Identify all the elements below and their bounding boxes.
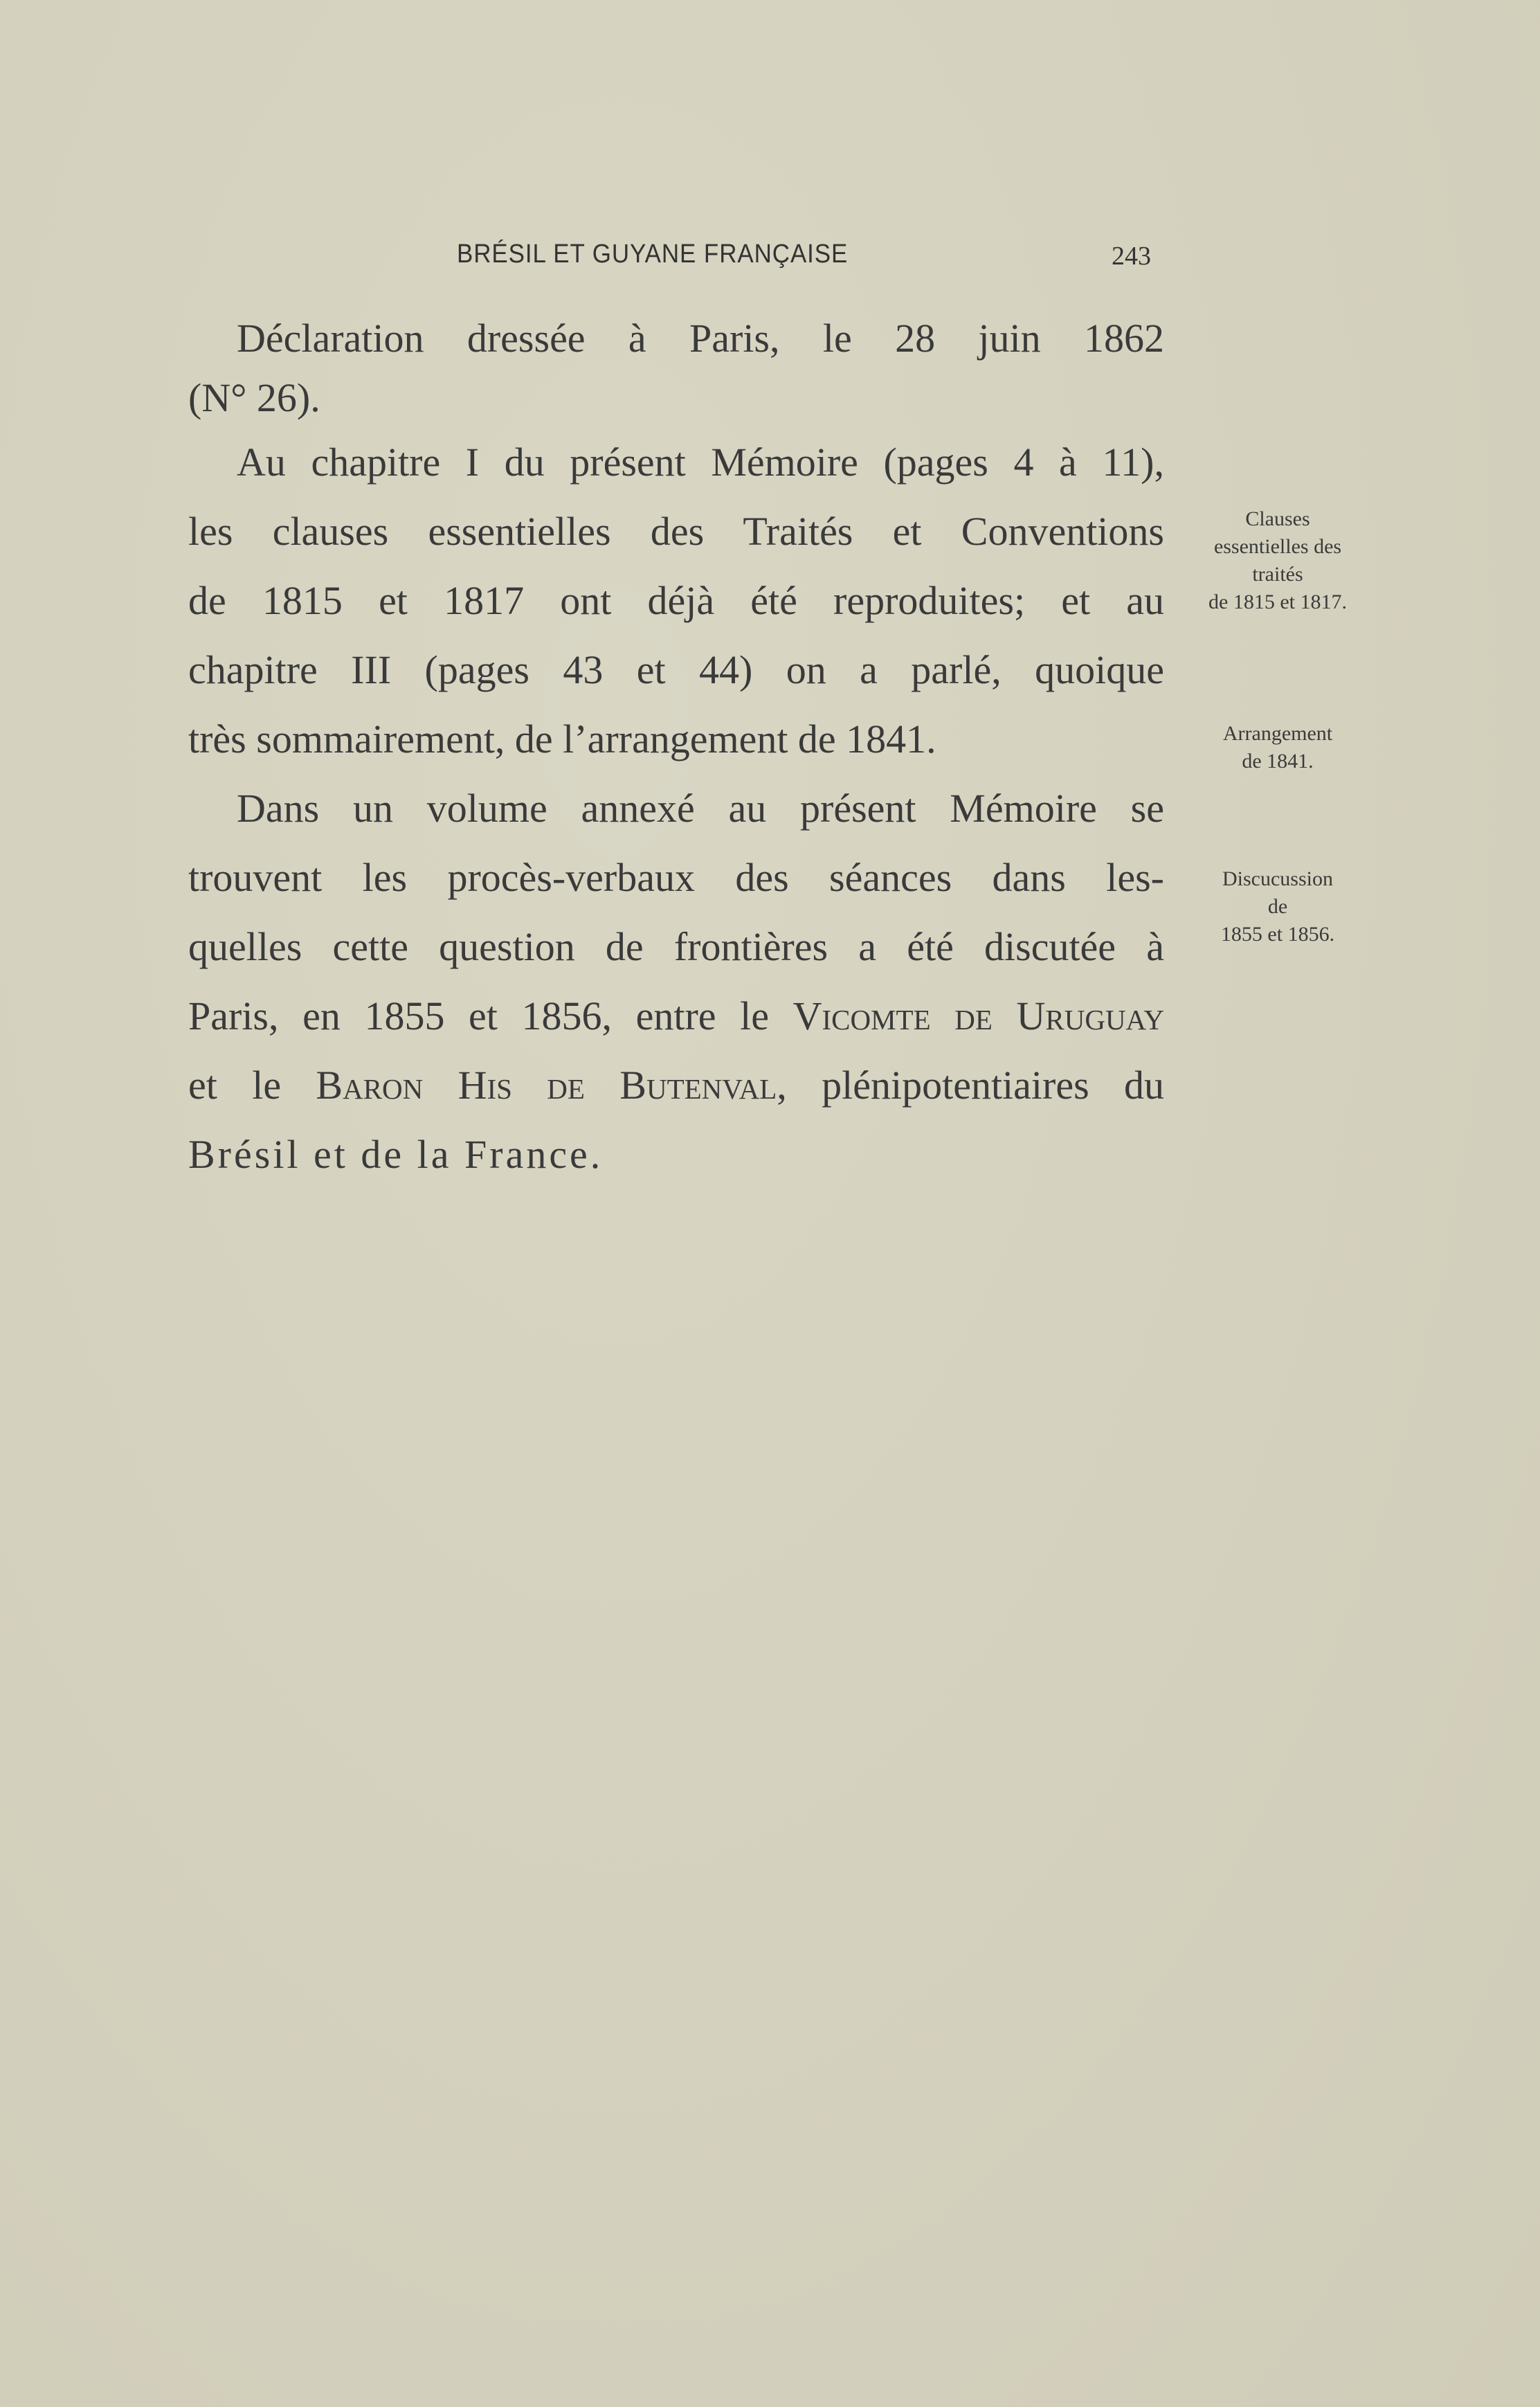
margin-note-line: Arrangement [1222,722,1333,745]
body-line-10: quelles cette question de frontières a été discutée à [188,924,1164,969]
body-line-12-rest: , plénipotentiaires du [777,1063,1164,1108]
body-line-8: Dans un volume annexé au présent Mémoire se [237,786,1164,831]
margin-note-clauses [1174,505,1382,616]
margin-note-arrangement [1174,720,1382,775]
page-number: 243 [1112,242,1151,271]
body-text [188,309,1164,1189]
margin-note-line: Discucussion [1222,867,1333,890]
margin-note-line: essentielles des [1213,535,1342,558]
name-baron-his-de-butenval: Baron His de Butenval [316,1063,777,1108]
margin-note-line: traités [1252,563,1303,586]
margin-note-line: 1855 et 1856. [1220,923,1335,946]
body-line-5: de 1815 et 1817 ont déjà été reproduites; et au [188,578,1164,623]
body-line-4: les clauses essentielles des Traités et Conventions [188,509,1164,554]
body-line-11-text: Paris, en 1855 et 1856, entre le [188,993,769,1038]
margin-note-line: Clauses [1245,507,1310,530]
margin-note-line: de 1841. [1242,750,1314,773]
body-line-13: Brésil et de la France. [188,1132,604,1177]
body-line-7: très sommairement, de l’arrangement de 1841. [188,716,936,761]
margin-note-line: de [1267,895,1288,918]
margin-note-line: de 1815 et 1817. [1208,591,1347,613]
body-line-3: Au chapitre I du présent Mémoire (pages 4 à 11), [237,440,1164,485]
body-line-12 [188,1051,1164,1120]
body-line-12-text: et le [188,1063,282,1108]
body-line-1: Déclaration dressée à Paris, le 28 juin 1862 [237,316,1164,361]
name-vicomte-de-uruguay: Vicomte de Uruguay [792,993,1165,1038]
margin-note-discussion [1174,865,1382,948]
running-head-title: BRÉSIL ET GUYANE FRANÇAISE [457,240,849,269]
body-line-2: (N° 26). [188,375,320,420]
body-line-11 [188,982,1164,1051]
body-line-6: chapitre III (pages 43 et 44) on a parlé, quoique [188,647,1164,692]
body-line-9: trouvent les procès-verbaux des séances dans les- [188,855,1164,900]
